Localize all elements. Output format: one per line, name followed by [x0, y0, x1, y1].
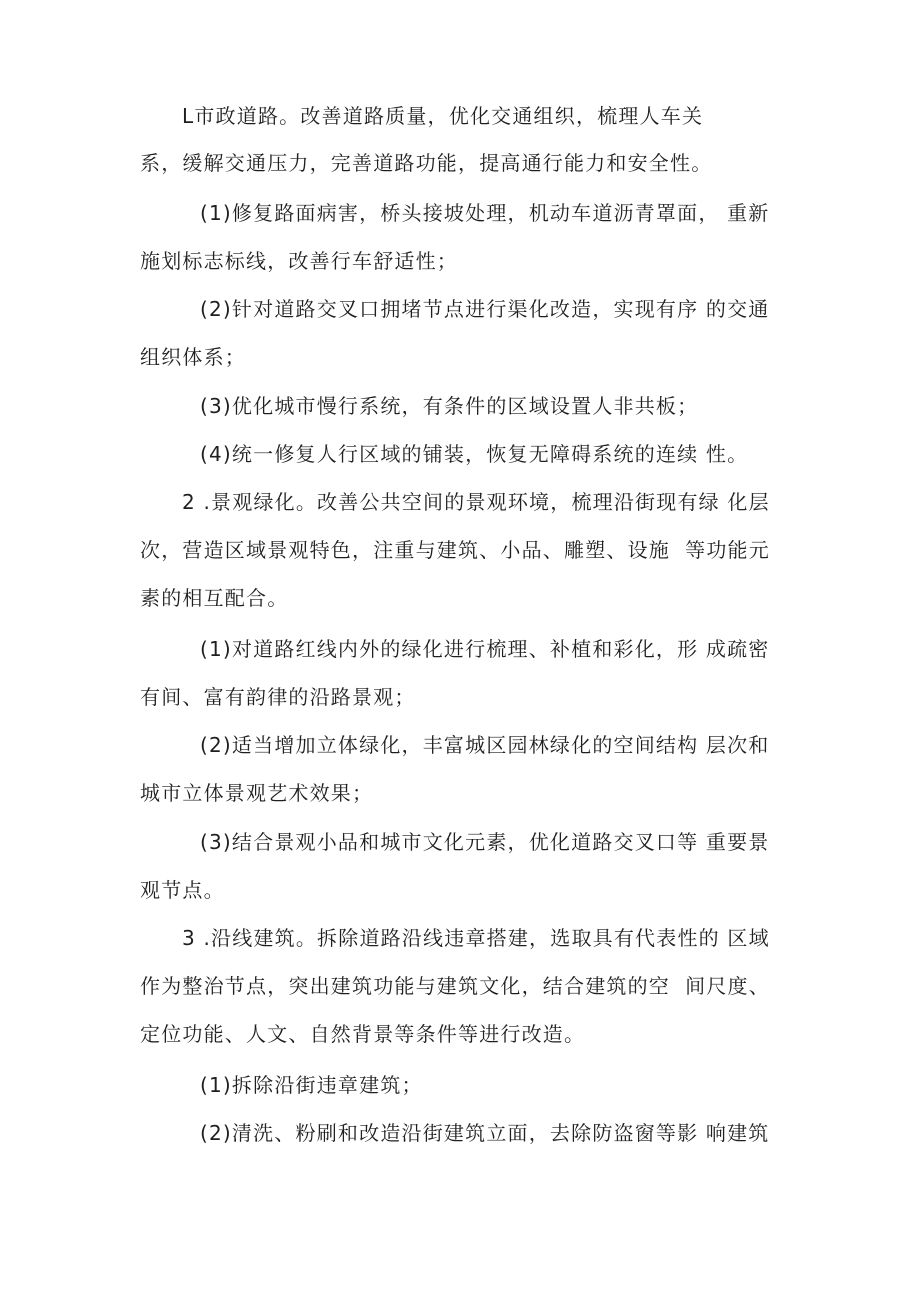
text-line: 定位功能、人文、自然背景等条件等进行改造。: [140, 1022, 586, 1046]
text-line: 3 .沿线建筑。拆除道路沿线违章搭建，选取具有代表性的 区域: [182, 926, 770, 950]
text-line: 作为整治节点，突出建筑功能与建筑文化，结合建筑的空 间尺度、: [140, 974, 770, 998]
text-line: (2)适当增加立体绿化，丰富城区园林绿化的空间结构 层次和: [200, 733, 770, 757]
text-line: (2)针对道路交叉口拥堵节点进行渠化改造，实现有序 的交通: [200, 297, 770, 321]
text-line: (1)拆除沿街违章建筑；: [200, 1073, 423, 1097]
text-line: 有间、富有韵律的沿路景观；: [140, 685, 416, 709]
text-line: (3)结合景观小品和城市文化元素，优化道路交叉口等 重要景: [200, 830, 770, 854]
text-line: 组织体系；: [140, 345, 246, 369]
text-line: (4)统一修复人行区域的铺装，恢复无障碍系统的连续 性。: [200, 442, 749, 466]
text-line: 素的相互配合。: [140, 586, 289, 610]
text-line: (1)修复路面病害，桥头接坡处理，机动车道沥青罩面， 重新: [200, 201, 770, 225]
text-line: 城市立体景观艺术效果；: [140, 781, 374, 805]
text-line: 系，缓解交通压力，完善道路功能，提高通行能力和安全性。: [140, 151, 713, 175]
text-line: 次，营造区域景观特色，注重与建筑、小品、雕塑、设施 等功能元: [140, 538, 770, 562]
text-line: (1)对道路红线内外的绿化进行梳理、补植和彩化，形 成疏密: [200, 637, 770, 661]
text-line: L市政道路。改善道路质量，优化交通组织，梳理人车关: [182, 104, 704, 128]
text-line: 观节点。: [140, 878, 225, 902]
text-line: 施划标志标线，改善行车舒适性；: [140, 249, 458, 273]
text-line: (2)清洗、粉刷和改造沿街建筑立面，去除防盗窗等影 响建筑: [200, 1121, 770, 1145]
text-line: 2 .景观绿化。改善公共空间的景观环境，梳理沿街现有绿 化层: [182, 490, 770, 514]
text-line: (3)优化城市慢行系统，有条件的区域设置人非共板；: [200, 394, 699, 418]
